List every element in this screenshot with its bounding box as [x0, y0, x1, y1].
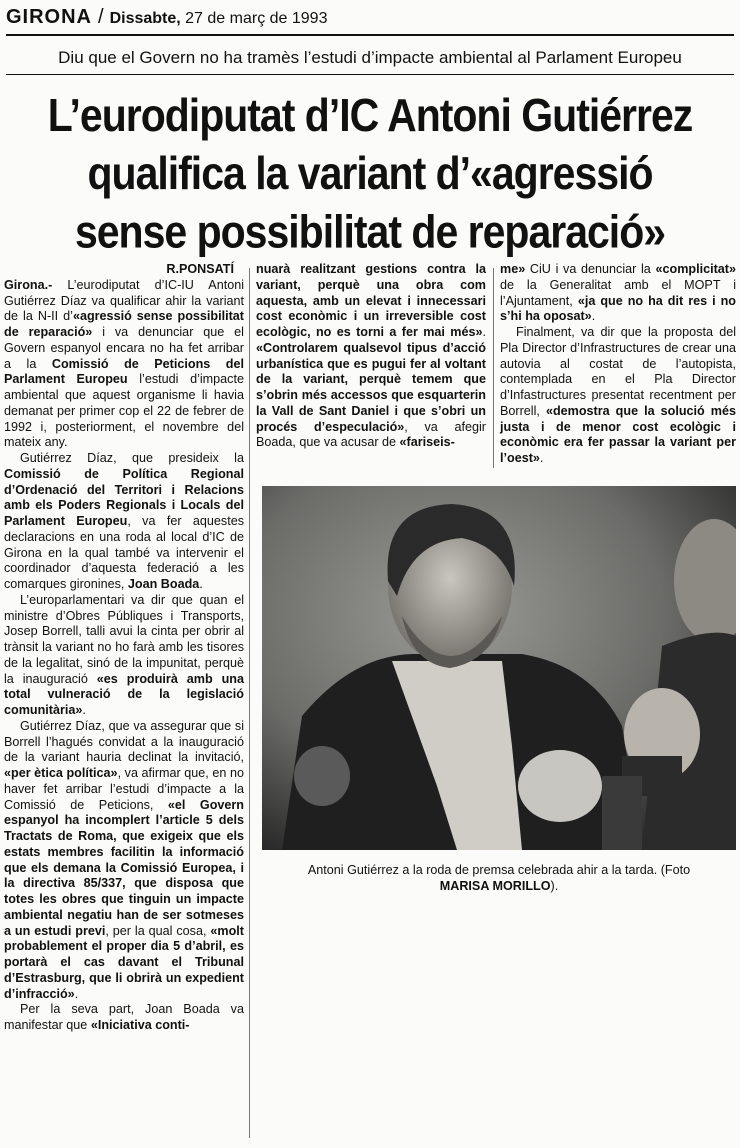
article-column-3 — [500, 262, 736, 467]
caption-credit: MARISA MORILLO — [439, 879, 551, 893]
bold-run: «Iniciativa conti- — [90, 1018, 190, 1032]
caption-end: ). — [550, 879, 559, 893]
text-run: l’estudi d’impacte ambiental que aquest organisme li havia demanat per primer cop el 22 de febrer de 1992 i, posteriorment, el novembre del mateix any. — [4, 372, 244, 450]
text-run: Gutiérrez Díaz, que va assegurar que si Borrell l’hagués convidat a la inauguració de la variant hauria declinat la invitació, — [4, 718, 244, 765]
article-column-2 — [256, 262, 486, 451]
text-run: , va afirmar que, en no haver fet arribar l’estudi d’impacte a la Comissió de Peticions, — [4, 766, 244, 812]
text-run: L’eurodiputat d’IC-IU Antoni Gutiérrez Díaz va qualificar ahir la variant de la N-II d’ — [4, 277, 245, 324]
text-run: , va fer aquestes declaracions en una roda al local d’IC de Girona en la qual també va intervenir el coordinador d’aquesta federació a les comarques gironines, — [4, 514, 244, 591]
bold-run: «agressió sense possibilitat de reparació» — [4, 309, 244, 339]
issue-date-text: 27 de març de 1993 — [185, 10, 328, 27]
bold-run: «Controlarem qualsevol tipus d’acció urbanística que es pugui fer al voltant de la variant, perquè temem que s’obrin més accessos que esquarterin la Vall de Sant Daniel i que s’obri un procés d’especulació» — [256, 340, 486, 434]
bold-run: nuarà realitzant gestions contra la variant, perquè una obra com aquesta, amb un elevat i innecessari cost econòmic i un irreversible cost ecològic, no es torni a fer mai més» — [256, 262, 486, 339]
bold-run: Joan Boada — [127, 577, 200, 591]
article-column-1 — [4, 262, 244, 1034]
article-paragraph — [256, 262, 486, 451]
text-run: . — [591, 309, 596, 324]
subheadline: Diu que el Govern no ha tramès l’estudi d’impacte ambiental al Parlament Europeu — [6, 44, 734, 75]
bold-run: «fariseis- — [399, 435, 455, 450]
text-run: . — [74, 986, 79, 1001]
article-paragraph — [4, 719, 244, 1003]
issue-weekday: Dissabte, — [109, 10, 181, 27]
section-name: GIRONA — [6, 6, 92, 28]
press-photo-image — [262, 486, 736, 850]
bold-run: «ja que no ha dit res i no s’hi ha oposat» — [500, 293, 736, 324]
article-paragraph — [500, 325, 736, 467]
masthead-separator: / — [98, 6, 104, 28]
article-paragraph — [4, 593, 244, 719]
bold-run: «demostra que la solució més justa i de menor cost ecològic i econòmic era fer passar la variant per l’oest» — [500, 403, 736, 465]
bold-run: «molt probablement el proper dia 5 d’abril, es portarà el cas davant el Tribunal d’Estrasburg, que li obrirà un expedient d’infracció» — [4, 923, 244, 1001]
headline-line-3: sense possibilitat de reparació» — [74, 205, 666, 258]
article-paragraph — [500, 262, 736, 325]
bold-run: «el Govern espanyol ha incomplert l’article 5 dels Tractats de Roma, que exigeix que els estats membres facilitin la informació que els demana la Comissió Europea, i la directiva 85/337, que disposa que totes les obres que tinguin un impacte ambiental negatiu han de ser sotmeses a un estudi previ — [4, 797, 244, 938]
text-run: . — [82, 703, 86, 717]
text-run: , va afegir Boada, que va acusar de — [256, 419, 486, 450]
text-run: Finalment, va dir que la proposta del Pla Director d’Infrastructures de crear una autovia al costat de l’autopista, contemplada en el Pla Director d’Infastructures presentat recentment per Borrell, — [500, 325, 736, 418]
text-run: L’europarlamentari va dir que quan el ministre d’Obres Públiques i Transports, Josep Borrell, talli avui la cinta per obrir al trànsit la variant no ho farà amb les tisores de la legalitat, sinó de la impunitat, perquè la inauguració — [4, 592, 244, 686]
text-run: Gutiérrez Díaz, que presideix la — [20, 451, 244, 465]
text-run: Per la seva part, Joan Boada va manifestar que — [4, 1002, 244, 1032]
headline-line-2: qualifica la variant d’«agressió — [87, 147, 653, 200]
photo-caption — [262, 862, 736, 894]
column-rule — [493, 268, 494, 468]
column-rule — [249, 268, 250, 1138]
masthead — [6, 6, 734, 36]
article-paragraph — [4, 451, 244, 593]
text-run: , per la qual cosa, — [105, 923, 211, 938]
text-run: . — [199, 577, 203, 591]
text-run: de la Generalitat amb el MOPT i l’Ajuntament, — [500, 277, 736, 308]
bold-run: Comissió de Peticions del Parlament Europeu — [4, 356, 244, 387]
byline: R.PONSATÍ — [166, 262, 234, 276]
text-run: CiU i va denunciar la — [525, 262, 656, 276]
article-paragraph — [4, 278, 244, 451]
text-run: . — [539, 451, 544, 465]
bold-run: «per ètica política» — [4, 766, 118, 780]
article-paragraph — [4, 1002, 244, 1034]
headline-line-1: L’eurodiputat d’IC Antoni Gutiérrez — [47, 89, 693, 141]
text-run: i va denunciar que el Govern espanyol encara no ha fet arribar a la — [4, 325, 244, 371]
caption-text: Antoni Gutiérrez a la roda de premsa celebrada ahir a la tarda. (Foto — [307, 863, 691, 877]
issue-date — [110, 10, 328, 28]
bold-run: me» — [500, 262, 526, 276]
bold-run: Girona.- — [4, 277, 68, 292]
bold-run: «es produirà amb una total vulneració de la legislació comunitària» — [4, 671, 244, 717]
bold-run: Comissió de Política Regional d’Ordenació del Territori i Relacions amb els Poders Regionals i Locals del Parlament Europeu — [4, 466, 244, 528]
headline — [6, 86, 734, 261]
bold-run: «complicitat» — [655, 262, 736, 276]
press-photo — [262, 486, 736, 850]
text-run: . — [482, 325, 486, 339]
